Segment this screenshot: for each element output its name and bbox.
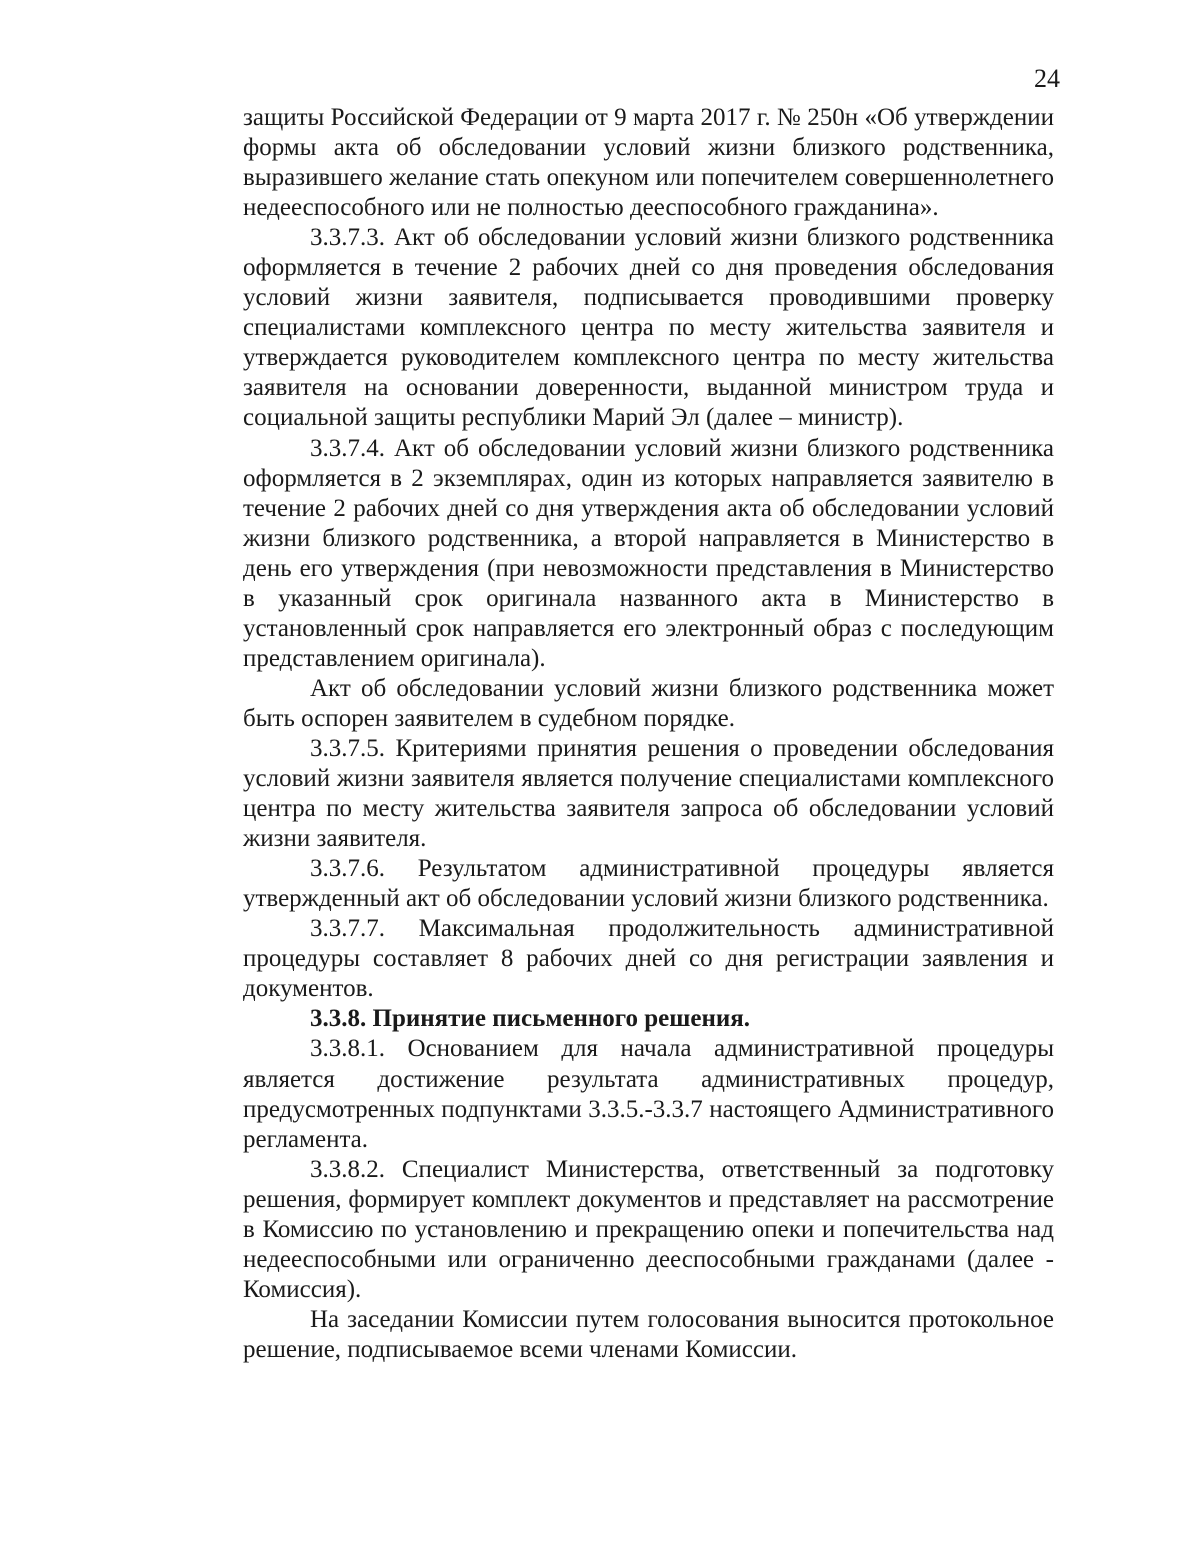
paragraph-3-3-8-1: 3.3.8.1. Основанием для начала административной процедуры является достижение результата административных процедур, предусмотренных подпунктами 3.3.5.-3.3.7 настоящего Административного регламента.: [243, 1035, 1054, 1153]
document-body: [243, 103, 1054, 1365]
paragraph-act-appeal: Акт об обследовании условий жизни близкого родственника может быть оспорен заявителем в судебном порядке.: [243, 674, 1054, 732]
paragraph-3-3-7-7: 3.3.7.7. Максимальная продолжительность административной процедуры составляет 8 рабочих дней со дня регистрации заявления и документов.: [243, 915, 1054, 1003]
page-number: 24: [1034, 64, 1060, 93]
section-heading-3-3-8: 3.3.8. Принятие письменного решения.: [310, 1005, 751, 1033]
paragraph-commission-decision: На заседании Комиссии путем голосования выносится протокольное решение, подписываемое всеми членами Комиссии.: [243, 1305, 1054, 1363]
paragraph-3-3-8-2: 3.3.8.2. Специалист Министерства, ответственный за подготовку решения, формирует комплект документов и представляет на рассмотрение в Комиссию по установлению и прекращению опеки и попечительства над недееспособными или ограниченно дееспособными гражданами (далее - Комиссия).: [243, 1155, 1054, 1303]
paragraph-3-3-7-3: 3.3.7.3. Акт об обследовании условий жизни близкого родственника оформляется в течение 2 рабочих дней со дня проведения обследования условий жизни заявителя, подписывается проводившими проверку специалистами комплексного центра по месту жительства заявителя и утверждается руководителем комплексного центра по месту жительства заявителя на основании доверенности, выданной министром труда и социальной защиты республики Марий Эл (далее – министр).: [243, 224, 1054, 432]
paragraph-3-3-7-4: 3.3.7.4. Акт об обследовании условий жизни близкого родственника оформляется в 2 экземплярах, один из которых направляется заявителю в течение 2 рабочих дней со дня утверждения акта об обследовании условий жизни близкого родственника, а второй направляется в Министерство в день его утверждения (при невозможности представления в Министерство в указанный срок оригинала названного акта в Министерство в установленный срок направляется его электронный образ с последующим представлением оригинала).: [243, 434, 1054, 672]
paragraph-3-3-7-6: 3.3.7.6. Результатом административной процедуры является утвержденный акт об обследовании условий жизни близкого родственника.: [243, 855, 1054, 913]
paragraph-3-3-7-5: 3.3.7.5. Критериями принятия решения о проведении обследования условий жизни заявителя является получение специалистами комплексного центра по месту жительства заявителя запроса об обследовании условий жизни заявителя.: [243, 734, 1054, 853]
paragraph-continuation: защиты Российской Федерации от 9 марта 2017 г. № 250н «Об утверждении формы акта об обследовании условий жизни близкого родственника, выразившего желание стать опекуном или попечителем совершеннолетнего недееспособного или не полностью дееспособного гражданина».: [243, 104, 1054, 222]
